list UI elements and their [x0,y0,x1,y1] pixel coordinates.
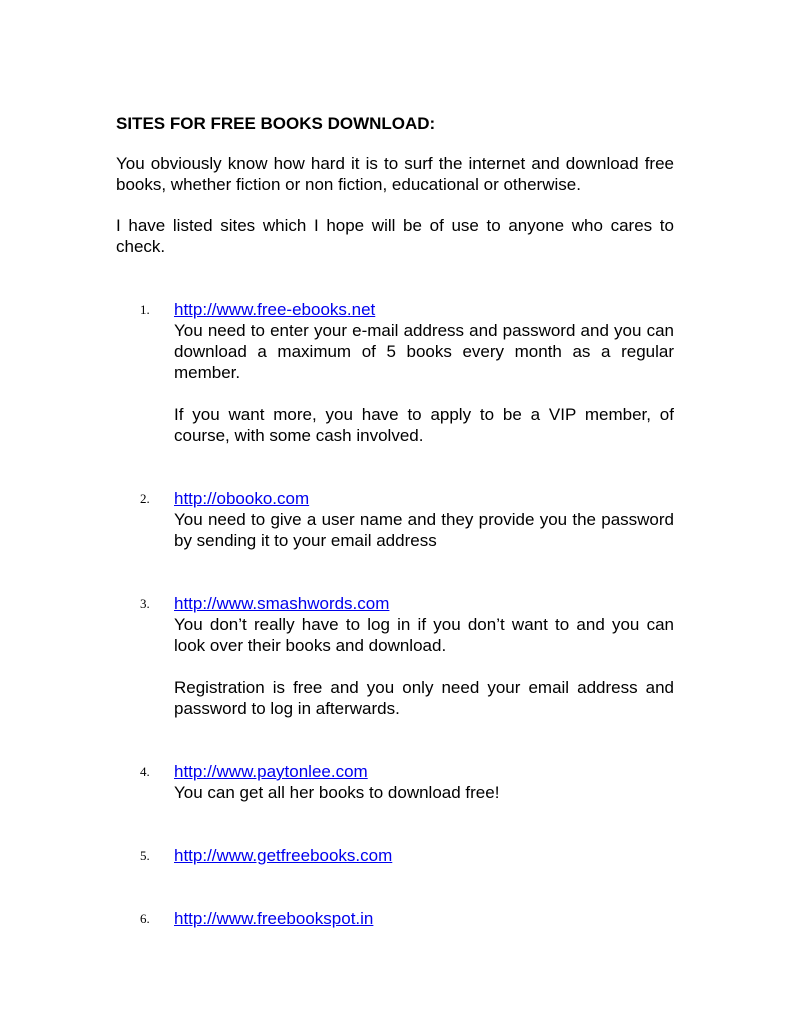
site-link-smashwords[interactable]: http://www.smashwords.com [174,594,390,613]
item-number: 6. [140,911,150,926]
site-link-obooko[interactable]: http://obooko.com [174,489,310,508]
list-item [116,488,674,551]
site-link-free-ebooks[interactable]: http://www.free-ebooks.net [174,300,376,319]
list-item [116,761,674,803]
item-number: 2. [140,491,150,506]
list-item [116,908,674,929]
item-number: 3. [140,596,150,611]
item-description: You can get all her books to download free! [174,783,500,802]
page-title: SITES FOR FREE BOOKS DOWNLOAD: [116,114,436,133]
item-description: You don’t really have to log in if you don’t want to and you can look over their books and download. [174,615,674,655]
list-item [116,845,674,866]
site-link-getfreebooks[interactable]: http://www.getfreebooks.com [174,846,393,865]
list-item [116,593,674,719]
item-number: 1. [140,302,150,317]
item-description: You need to enter your e-mail address and password and you can download a maximum of 5 books every month as a regular member. [174,321,674,382]
item-number: 4. [140,764,150,779]
item-description: You need to give a user name and they provide you the password by sending it to your email address [174,510,674,550]
site-link-paytonlee[interactable]: http://www.paytonlee.com [174,762,368,781]
list-item [116,299,674,446]
item-description: Registration is free and you only need your email address and password to log in afterwards. [174,678,674,718]
intro-paragraph-1: You obviously know how hard it is to surf the internet and download free books, whether fiction or non fiction, educational or otherwise. [116,154,674,194]
document-page [116,113,674,929]
intro-paragraph-2: I have listed sites which I hope will be of use to anyone who cares to check. [116,216,674,256]
item-number: 5. [140,848,150,863]
item-description: If you want more, you have to apply to be a VIP member, of course, with some cash involved. [174,405,674,445]
site-list [116,299,674,929]
site-link-freebookspot[interactable]: http://www.freebookspot.in [174,909,374,928]
